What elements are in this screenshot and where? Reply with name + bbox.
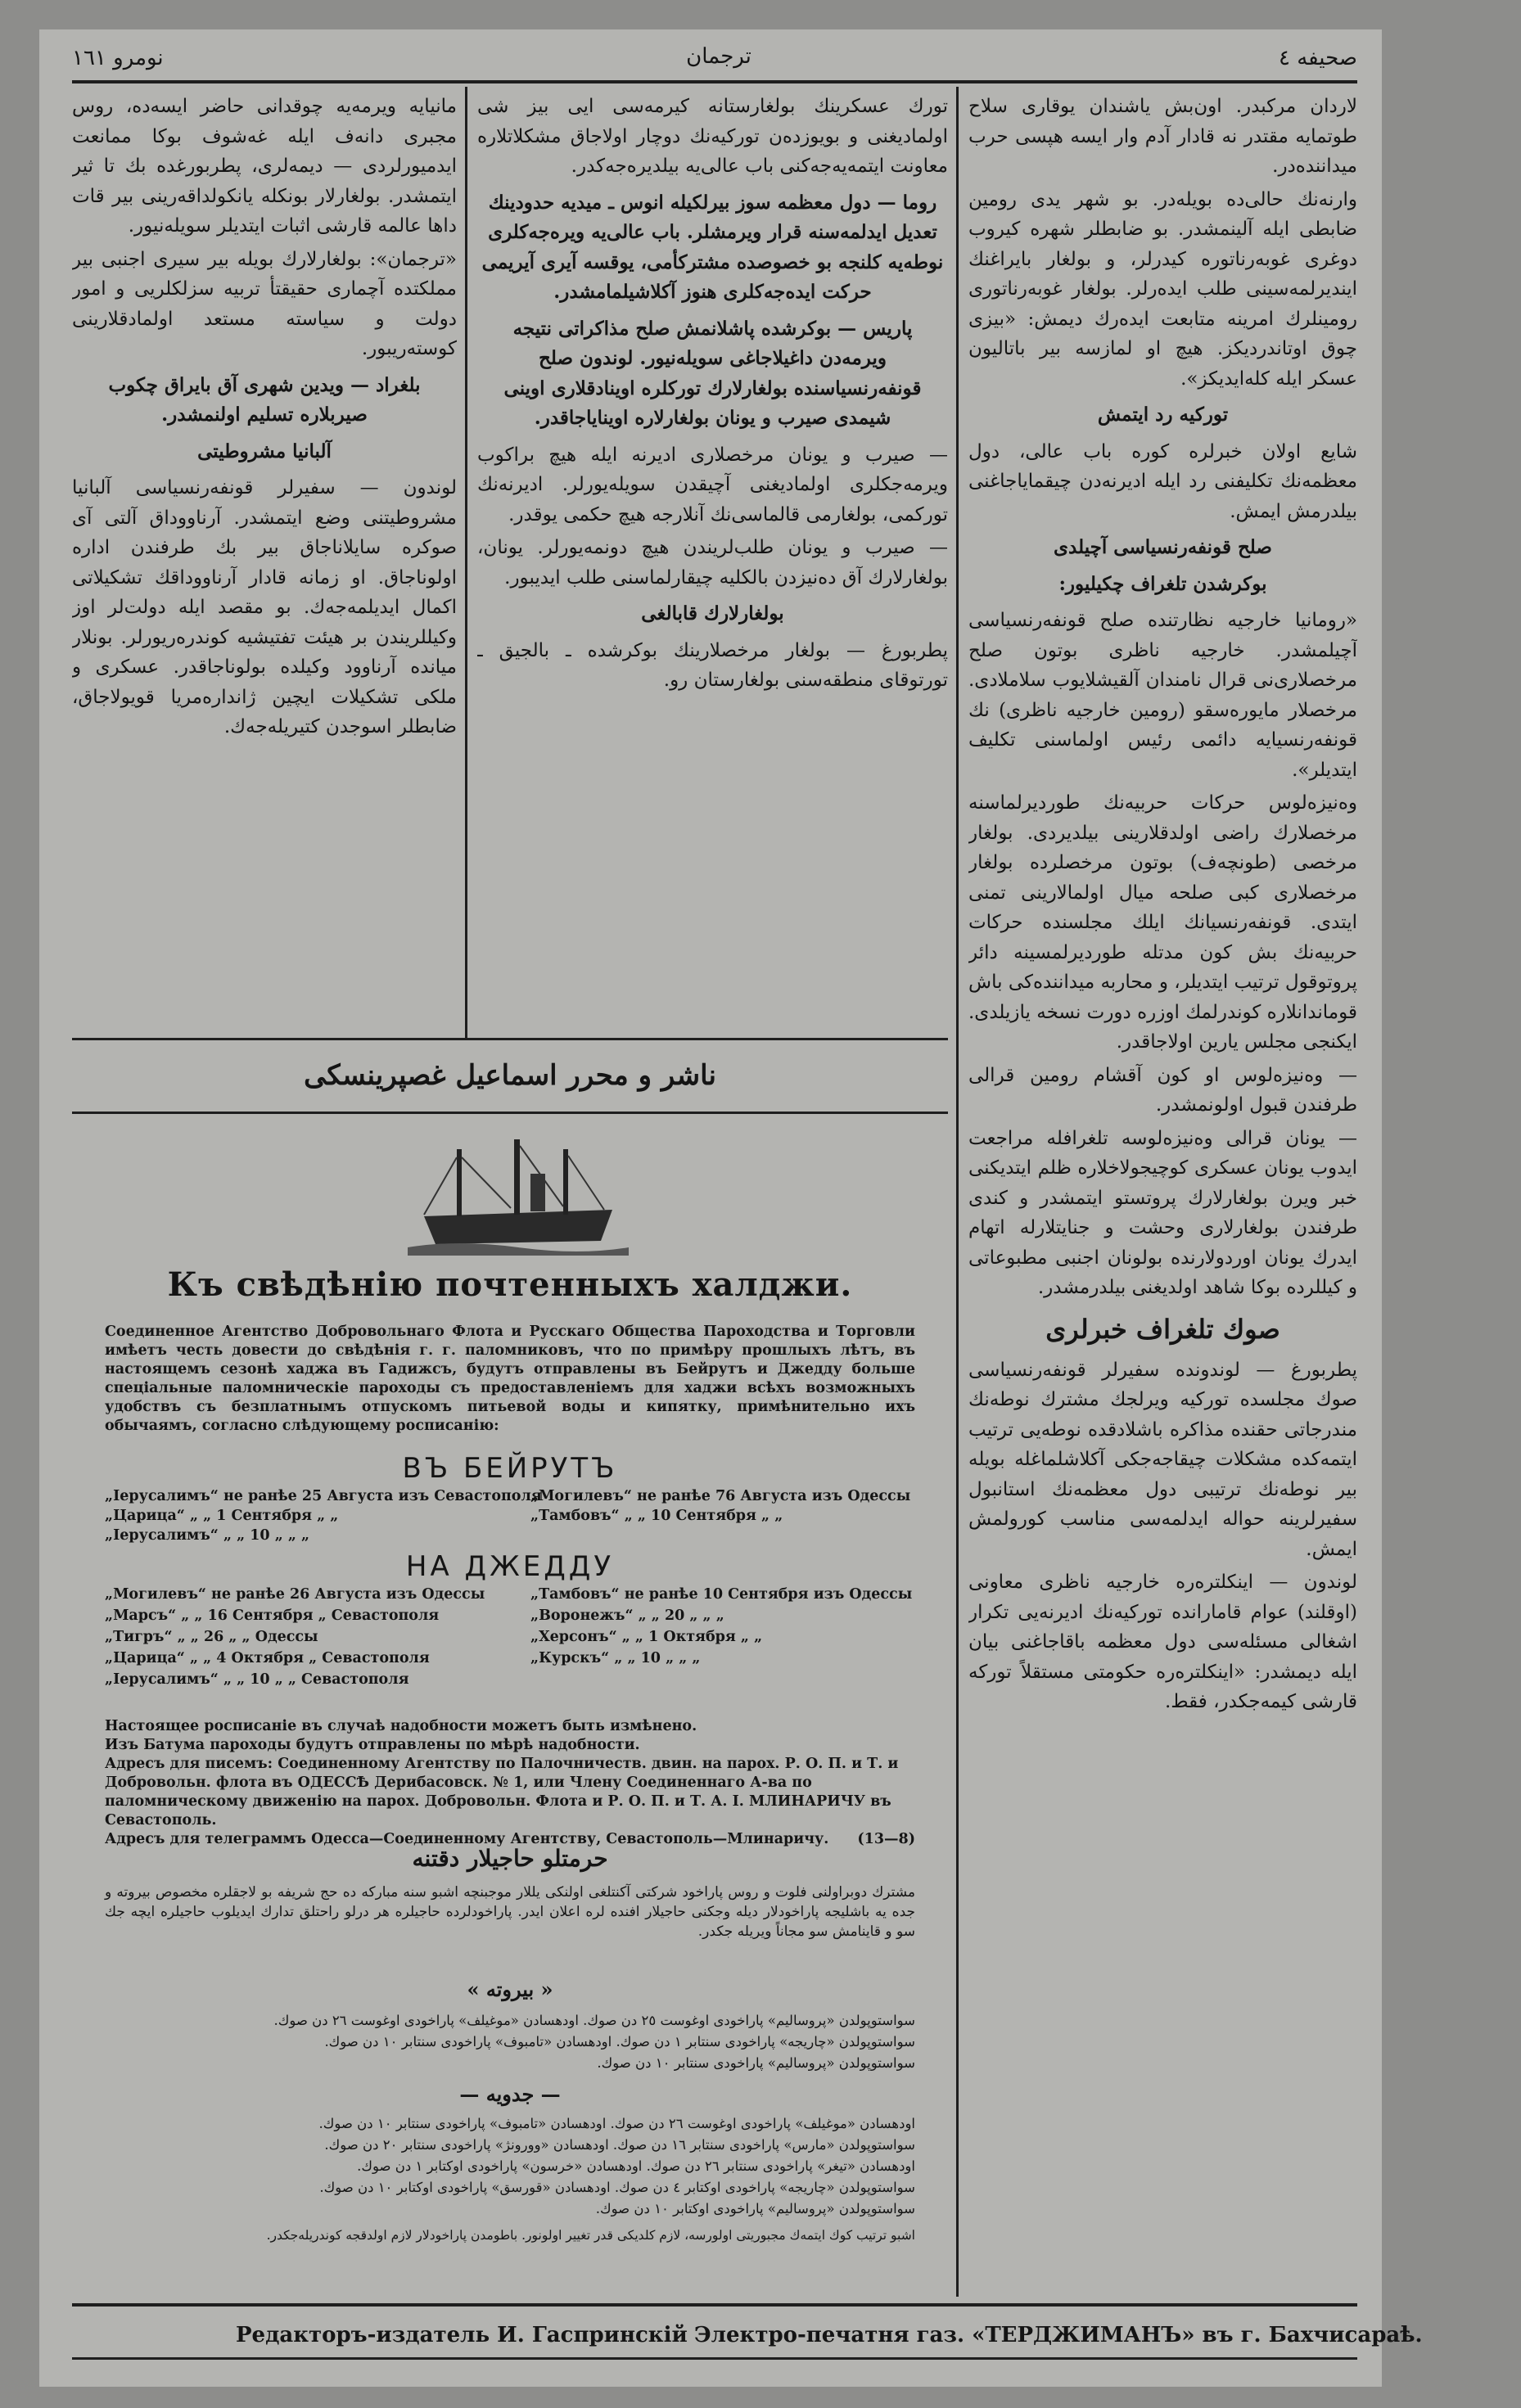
telegram-address: Адресъ для телеграммъ Одесса—Соединенному Агентству, Севастополь—Млинаричу. (105, 1831, 829, 1847)
column-divider-left (465, 87, 467, 1040)
ship-name: „Тигръ“ (105, 1629, 173, 1645)
article-paragraph: — وه‌نیزه‌لوس او کون آقشام رومین قرالی طرفندن قبول اولونمشدر. (968, 1064, 1357, 1116)
article-paragraph: لوندون — سفیرلر قونفه‌رنسیاسی آلبانیا مشروطیتنی وضع ایتمشدر. آرناووداق آلتی آی صوکره سایلاناجاق بیر بك طرفندن اداره اولوناجاق. او زمانه قادار آرناووداقك تشکیلاتی اکمال ایدیلمه‌جه‌ك. بو مقصد ایله دولت‌لر اوز وکیللریندن بر هیئت تفتیشیه کوندره‌ریورلر. بونلار میانده آرناوود وکیلده بولوناجاقدر. عسکری و ملکی تشکیلات ایچین ژانداره‌مریا قویولاجاق، ضابطلر اسوجدن کتیریله‌جه‌ك. (72, 477, 457, 737)
left-column (72, 92, 457, 1033)
ship-name: „Тамбовъ“ (530, 1508, 620, 1524)
ship-date: не ранѣе 10 Сентября изъ Одессы (624, 1586, 913, 1603)
article-paragraph: — صیرب و یونان طلب‌لریندن هیچ دونمه‌یورلر. یونان، بولغارلارك آق ده‌نیزدن بالکلیه چیقارلماسنی طلب ایدیبور. (477, 537, 948, 588)
ship-name: „Царица“ (105, 1650, 185, 1666)
tatar-beirut-line: سواستوپولدن «پروسالیم» پاراخودی اوغوست ٢٥ دن صوك. اودهسادن «موغیلف» پاراخودی اوغوست ٢٦ دن صوك. (273, 2013, 915, 2028)
article-paragraph: — صیرب و یونان مرخصلاری ادیرنه ایله هیچ براکوب ویرمه‌جکلری اولمادیغنی آچیقدن سویله‌یورلر. ادیرنه‌نك تورکمی، بولغارمی قالماسی‌نك آنلارجه هیچ حکمی یوقدر. (477, 444, 948, 525)
page-number: صحیفه ٤ (1278, 46, 1357, 70)
tatar-jedda-line: اودهسادن «موغیلف» پاراخودی اوغوست ٢٦ دن صوك. اودهسادن «تامبوف» پاراخودی سنتابر ١٠ دن صوك. (318, 2116, 915, 2131)
ship-date: „ „ 20 „ „ „ (638, 1608, 724, 1624)
steamship-image (408, 1125, 629, 1256)
ship-date: не ранѣе 26 Августа изъ Одессы (211, 1586, 485, 1603)
footer-rule-bottom (72, 2357, 1357, 2360)
ad-title: Къ свѣдѣнію почтенныхъ халджи. (167, 1265, 853, 1304)
issue-number: نومرو ١٦١ (72, 46, 164, 70)
printing-house: Электро-печатня газ. «ТЕРДЖИМАНЪ» въ г. Бахчисараѣ. (694, 2323, 1423, 2347)
ship-date: „ „ 4 Октября „ Севастополя (189, 1650, 430, 1666)
ad-note: Изъ Батума пароходы будутъ отправлены по мѣрѣ надобности. (105, 1737, 640, 1753)
article-paragraph: — یونان قرالی وه‌نیزه‌لوسه تلغرافله مراجعت ایدوب یونان عسکری کوچیجولاخلاره ظلم ایتدیکنی خبر ویرن بولغارلارك پروتستو ایتمشدر و کندی طرفندن بولغارلاری وحشت و جنایتلارله اتهام ایدرك یونان اوردولارنده بولونان اجنبی مطبوعاتی و کیللرده بوکا شاهد اولدیغنی بیلدرمشدر. (968, 1127, 1357, 1298)
ship-name: „Воронежъ“ (530, 1608, 634, 1624)
ship-date: не ранѣе 25 Августа изъ Севастополя (223, 1488, 542, 1504)
page-footer (72, 2311, 1423, 2361)
jedda-heading: НА ДЖЕДДУ (405, 1550, 615, 1583)
article-paragraph: شایع اولان خبرلره کوره باب عالی، دول معظمه‌نك تکلیفنی رد ایله ادیرنه‌دن چیقمایاجاغنی بیلدرمش ایمش. (968, 440, 1357, 522)
footer-rule-top (72, 2303, 1357, 2307)
publisher-line: ناشر و محرر اسماعیل غصپرینسکی (304, 1059, 716, 1092)
editor-publisher: Редакторъ-издатель И. Гаспринскій (236, 2323, 688, 2347)
ad-notes (105, 1717, 915, 1849)
column-divider-right (956, 87, 959, 2297)
ship-date: „ „ 16 Сентября „ Севастополя (181, 1608, 440, 1624)
article-paragraph: وارنه‌نك حالی‌ده بویله‌در. بو شهر یدی رومین ضابطی ایله آلینمشدر. بو ضابطلر شهره کیروب دوغری غوبه‌رناتوره کیدرلر، و بولغار بایراغنك ایندیرلمه‌سینی طلب ایده‌رلر. بولغار غوبه‌رناتوری رومینلرك امرینه متابعت ایده‌رك دیمش: «بیزی چوق اوتاندردیکز. هیچ او لمازسه بیر باتالیون عسکر ایله کله‌ایدیکز». (968, 188, 1357, 390)
article-heading: بلغراد — ویدین شهری آق بایراق چکوب صیربلاره تسلیم اولنمشدر. (108, 373, 421, 426)
ship-name: „Iерусалимъ“ (105, 1488, 219, 1504)
ship-name: „Марсъ“ (105, 1608, 177, 1624)
ship-date: не ранѣе 76 Августа изъ Одессы (637, 1488, 911, 1504)
header-rule (72, 80, 1357, 83)
tatar-jedda-heading: — جدویه — (459, 2082, 561, 2106)
ship-date: „ „ 10 „ „ „ (223, 1527, 310, 1544)
ship-date: „ „ 1 Сентября „ „ (189, 1508, 339, 1524)
article-paragraph: مانیایه ویرمه‌یه چوقدانی حاضر ایسه‌ده، روس مجبری دانه‌ف ایله غه‌شوف بوکا ممانعت ایدمیورلردی — دیمه‌لری، پطربورغده بك تا ثیر ایتمشدر. بولغارلار بونکله یانکولداقه‌رینی بیر قات داها عالمه قارشی اثبات ایتدیلر سویله‌نیور. (72, 96, 457, 237)
tatar-jedda-line: سواستوپولدن «مارس» پاراخودی سنتابر ١٦ دن صوك. اودهسادن «وورونژ» پاراخودی سنتابر ٢٠ دن صوك. (324, 2137, 915, 2153)
tatar-jedda-line: سواستوپولدن «چاریجه» پاراخودی اوکتابر ٤ دن صوك. اودهسادن «قورسق» پاراخودی اوکتابر ١٠ دن صوك. (319, 2180, 915, 2195)
publisher-rule-top (72, 1038, 948, 1040)
page-header (72, 39, 1357, 79)
article-paragraph: پطربورغ — لوندونده سفیرلر قونفه‌رنسیاسی صوك مجلسده تورکیه ویرلجك مشترك نوطه‌نك مندرجاتی حقنده مذاکره باشلادقده نوطه‌یی ترتیب ایتمه‌کده مشکلات چیقاجه‌جکی آکلاشلماغله بویله بیر نوطه‌نك ترتیبی دول معظمه‌نك استانبول سفیرلرینه حواله ایدلمه‌سی مناسب کورولمش ایمش. (968, 1359, 1357, 1560)
tatar-ad-footer: اشبو ترتیب کوك ایتمه‌ك مجبوریتی اولورسه، لازم کلدیکی قدر تغییر اولونور. باطومدن پاراخودلار لازم اولدقجه کوندریله‌جکدر. (266, 2228, 915, 2243)
article-paragraph: لاردان مرکبدر. اون‌بش یاشندان یوقاری سلاح طوتمایه مقتدر نه قادار آدم وار ایسه هپسی حرب میداننده‌در. (968, 96, 1357, 177)
tatar-ad-title: حرمتلو حاجیلار دقتنه (412, 1845, 608, 1872)
tatar-jedda-line: سواستوپولدن «پروسالیم» پاراخودی اوکتابر ١٠ دن صوك. (595, 2201, 915, 2216)
hajj-advertisement (72, 1118, 948, 2272)
newspaper-page (39, 29, 1423, 2387)
newspaper-title: ترجمان (686, 44, 751, 69)
ship-name: „Курскъ“ (530, 1650, 610, 1666)
article-heading: بولغارلارك قابالغی (641, 602, 784, 625)
ad-note: Адресъ для писемъ: Соединенному Агентству по Палочничеств. двин. на парох. Р. О. П. и Т. и Добровольн. флота въ ОДЕССѢ Дерибасовск. № 1, или Члену Соединеннаго А-ва по паломническому движенію на парох. Добровольн. Флота и Р. О. П. и Т. А. I. МЛИНАРИЧУ въ Севастополь. (105, 1756, 899, 1829)
ship-name: „Могилевъ“ (530, 1488, 632, 1504)
tatar-beirut-line: سواستوپولدن «چاریجه» پاراخودی سنتابر ١ دن صوك. اودهسادن «تامبوف» پاراخودی سنتابر ١٠ دن صوك. (324, 2034, 915, 2050)
article-heading: پاریس — بوکرشده پاشلانمش صلح مذاکراتی نتیجه ویرمه‌دن داغیلاجاغی سویله‌نیور. لوندون صلح قونفه‌رنسیاسنده بولغارلارك تورکلره اوینادقلاری اوینی شیمدی صیرب و یونان بولغارلاره اوینایاجاقدر. (503, 317, 922, 429)
article-heading: بوکرشدن تلغراف چکیلیور: (1058, 572, 1267, 595)
ship-name: „Херсонъ“ (530, 1629, 617, 1645)
tatar-ad-body: مشترك دوبراولنی فلوت و روس پاراخود شرکتی آکنتلغی اولنکی یللار موجبنچه اشبو سنه مبارکه ده حج شریفه بو لاجقلره مخصوص بیروته و جده یه باشلیجه پاراخودلار دیله وجکنی حاجیلار افنده لره اعلان ایدر. پاراخودلرده حاجیلره هر درلو راحتلق تدارك ایدیلوب حاجیلره ایچه جك سو و قاینامش سو مجاناً ویریله جکدر. (105, 1884, 915, 1940)
ship-name: „Iерусалимъ“ (105, 1671, 219, 1688)
tatar-jedda-line: اودهسادن «تیغر» پاراخودی سنتابر ٢٦ دن صوك. اودهسادن «خرسون» پاراخودی اوکتابر ١ دن صوك. (357, 2158, 915, 2174)
ship-name: „Iерусалимъ“ (105, 1527, 219, 1544)
article-heading: صلح قونفه‌رنسیاسی آچیلدی (1054, 536, 1272, 558)
ad-note: Настоящее росписаніе въ случаѣ надобности можетъ быть измѣнено. (105, 1718, 697, 1734)
article-paragraph: لوندون — اینکلتره‌ره خارجیه ناظری معاونی (اوقلند) عوام قامارانده تورکیه‌نك ادیرنه‌یی تکرار اشغالی مسئله‌سی دول معظمه باقاجاغنی بیان ایله دیمشدر: «اینکلتره‌ره حکومتی مستقلاً تورکه قارشی کیمه‌جکدر، فقط. (968, 1572, 1357, 1712)
middle-column (477, 92, 948, 1033)
article-paragraph: پطربورغ — بولغار مرخصلارینك بوکرشده ـ بالجیق ـ تورتوقای منطقه‌سنی بولغارستان رو. (477, 639, 948, 691)
tatar-beirut-line: سواستوپولدن «پروسالیم» پاراخودی سنتابر ١٠ دن صوك. (597, 2055, 915, 2071)
ship-date: „ „ 10 „ „ Севастополя (223, 1671, 409, 1688)
ship-date: „ „ 26 „ „ Одессы (177, 1629, 318, 1645)
ship-name: „Царица“ (105, 1508, 185, 1524)
article-heading: تورکیه رد ایتمش (1097, 404, 1229, 426)
right-column (968, 92, 1357, 2293)
article-paragraph: تورك عسکرینك بولغارستانه کیرمه‌سی ایی بیز شی اولمادیغنی و بویوزده‌ن تورکیه‌نك دوچار اولاجاق مشکلاتلاره معاونت ایتمه‌یه‌جه‌کنی باب عالی‌یه بیلدیره‌جه‌کدر. (477, 96, 948, 177)
tatar-beirut-heading: « بیروته » (467, 1977, 553, 2001)
ship-name: „Тамбовъ“ (530, 1586, 620, 1603)
ship-date: „ „ 1 Октября „ „ (621, 1629, 763, 1645)
ad-body: Соединенное Агентство Добровольнаго Флота и Русскаго Общества Пароходства и Торговли имѣетъ честь довести до свѣдѣнія г. г. паломниковъ, что по примѣру прошлыхъ лѣтъ, въ настоящемъ сезонѣ хаджа въ Гадижсъ, будутъ отправлены въ Бейрутъ и Джедду больше спеціальные паломническіе пароходы съ предоставленіемъ для хаджи всѣхъ возможныхъ удобствъ съ безплатнымъ отпускомъ питьевой воды и кипятку, примѣнительно ихъ обычаямъ, согласно слѣдующему росписанію: (105, 1323, 915, 1434)
article-heading: روما — دول معظمه سوز بیرلکیله انوس ـ میدیه حدودینك تعدیل ایدلمه‌سنه قرار ویرمشلر. باب عالی‌یه ویره‌جه‌کلری نوطه‌یه کلنجه بو خصوصده مشترکأمی، یوقسه آیری آیریمی حرکت ایده‌جه‌کلری هنوز آکلاشیلمامشدر. (481, 191, 944, 303)
ship-date: „ „ 10 „ „ „ (614, 1650, 701, 1666)
article-heading: آلبانیا مشروطیتی (197, 440, 332, 462)
ship-date: „ „ 10 Сентября „ „ (624, 1508, 783, 1524)
article-paragraph: وه‌نیزه‌لوس حرکات حربیه‌نك طوردیرلماسنه مرخصلارك راضی اولدقلارینی بیلدیردی. بولغار مرخصی (طونچه‌ف) بوتون مرخصلرده بولغار مرخصلاری کبی صلحه میال اولمالارینی تمنی ایتدی. قونفه‌رنسیانك ایلك مجلسنده حرکات حربیه‌نك بش کون مدتله طوردیرلمسینه دائر پروتوقول ترتیب ایتدیلر، و محاربه میداننده‌کی باش قوماندانلاره کوندرلمك اوزره دورت نسخه یازیلدی. ایکنجی مجلس یارین اولاجاقدر. (968, 792, 1357, 1053)
publisher-rule-bottom (72, 1112, 948, 1114)
beirut-heading: ВЪ БЕЙРУТЪ (402, 1452, 618, 1485)
article-paragraph: «ترجمان»: بولغارلارك بویله بیر سیری اجنبی بیر مملکتده آچماری حقیقتأ تربیه سزلکلریی و امور دولت و سیاسته مستعد اولمادقلارینی کوسته‌ریبور. (72, 248, 457, 359)
article-paragraph: «رومانیا خارجیه نظارتنده صلح قونفه‌رنسیاسی آچیلمشدر. خارجیه ناظری بوتون صلح مرخصلاری‌نی قرال نامندان آلقیشلایوب سلاملادی. مرخصلار مایوره‌سقو (رومین خارجیه ناظری) نك قونفه‌رنسیایه دائمی رئیس اولماسنی تکلیف ایتدیلر». (968, 610, 1357, 781)
article-heading: صوك تلغراف خبرلری (1045, 1313, 1280, 1345)
ship-name: „Могилевъ“ (105, 1586, 206, 1603)
ad-reference: (13—8) (857, 1831, 915, 1847)
